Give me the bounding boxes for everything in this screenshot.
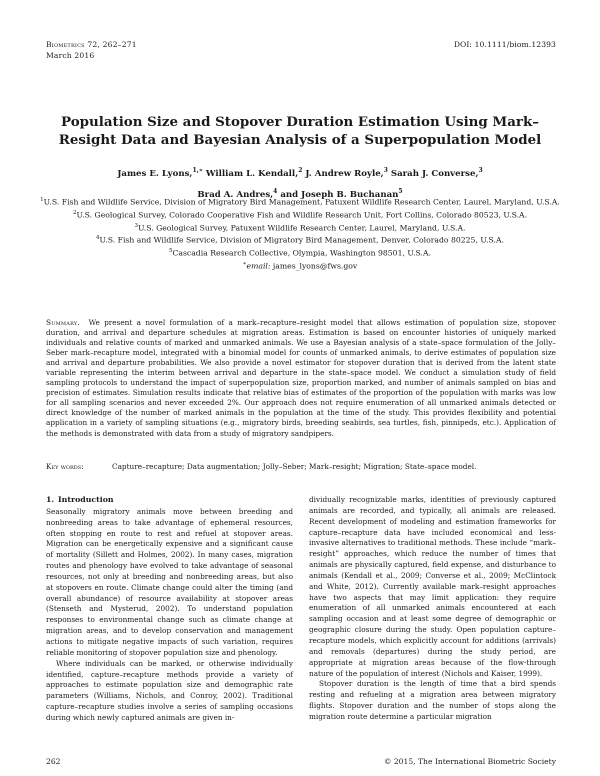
- paper-title: Population Size and Stopover Duration Estimation Using Mark–Resight Data and Bayesian Analysis of a Superpopulation Model: [58, 114, 542, 148]
- copyright: © 2015, The International Biometric Society: [383, 757, 556, 766]
- page-number: 262: [46, 757, 61, 766]
- affiliation-1: $^1$U.S. Fish and Wildlife Service, Division of Migratory Bird Management, Patuxent Wildlife Research Center, Laurel, Maryland, U.S.A.: [40, 197, 560, 207]
- author-6: Joseph B. Buchanan$^5$: [301, 187, 403, 200]
- author-5: Brad A. Andres,$^4$ and: [197, 187, 302, 200]
- affiliation-4: $^4$U.S. Fish and Wildlife Service, Division of Migratory Bird Management, Denver, Colorado 80225, U.S.A.: [96, 235, 504, 245]
- keywords: [46, 462, 556, 471]
- author-4: Sarah J. Converse,$^3$: [390, 167, 483, 179]
- keywords-label: Key words:: [46, 462, 84, 471]
- affiliation-3: $^3$U.S. Geological Survey, Patuxent Wildlife Research Center, Laurel, Maryland, U.S.A.: [134, 222, 466, 233]
- running-header-left: [46, 40, 137, 61]
- affiliations: [40, 195, 560, 272]
- author-1: James E. Lyons,$^{1,∗}$: [117, 167, 203, 179]
- abstract-text: We present a novel formulation of a mark–recapture–resight model that allows estimation of population size, stopover duration, and arrival and departure schedules at migration areas. Estimation is based on encounter histories of uniquely marked individuals and relative counts of marked and unmarked animals. We use a Bayesian analysis of a state–space formulation of the Jolly–Seber mark–recapture model, integrated with a binomial model for counts of unmarked animals, to derive estimates of population size and arrival and departure probabilities. We also provide a novel estimator for stopover duration that is derived from the latent state variable representing the interim between arrival and departure in the state–space model. We conduct a simulation study of field sampling protocols to understand the impact of superpopulation size, proportion marked, and number of animals sampled on bias and precision of estimates. Simulation results indicate that relative bias of estimates of the proportion of the population with marks was low for all sampling scenarios and never exceeded 2%. Our approach does not require enumeration of all unmarked animals detected or direct knowledge of the number of marked animals in the population at the time of the study. This provides flexibility and potential application in a variety of sampling situations (e.g., migratory birds, breeding seabirds, sea turtles, fish, pinnipeds, etc.). Application of the methods is demonstrated with data from a study of migratory sandpipers.: [46, 318, 556, 438]
- keywords-text: Capture–recapture; Data augmentation; Jolly–Seber; Mark–resight; Migration; State–space model.: [112, 462, 477, 471]
- intro-paragraph-2-continued: dividually recognizable marks, identities of previously captured animals are recorded, and typically, all animals are released. Recent development of modeling and estimation frameworks for capture–recapture data have included economical and less-invasive alternatives to traditional methods. These include “mark–resight” approaches, which reduce the number of times that animals are physically captured, field expense, and disturbance to animals (Kendall et al., 2009; Converse et al., 2009; McClintock and White, 2012). Currently available mark–resight approaches have two aspects that may limit application: they require enumeration of all unmarked animals encountered at each sampling occasion and at least some degree of demographic or geographic closure during the study. Open population capture–recapture models, which explicitly account for additions (arrivals) and removals (departures) during the study period, are appropriate at migration areas because of the flow-through nature of the population of interest (Nichols and Kaiser, 1999).: [309, 495, 556, 678]
- intro-paragraph-1: Seasonally migratory animals move between breeding and nonbreeding areas to take advantage of ephemeral resources, often stopping en route to rest and refuel at stopover areas. Migration can be energetically expensive and a significant cause of mortality (Sillett and Holmes, 2002). In many cases, migration routes and phenology have evolved to take advantage of seasonal resources, not only at breeding and nonbreeding areas, but also at stopovers en route. Climate change could alter the timing (and overall abundance) of resource availability at stopover areas (Stenseth and Mysterud, 2002). To understand population responses to environmental change such as climate change at migration areas, and to develop conservation and management actions to mitigate negative impacts of such variation, requires reliable monitoring of stopover population size and phenology.: [46, 506, 293, 657]
- section-heading-introduction: 1. Introduction: [46, 495, 114, 504]
- doi[interactable]: DOI: 10.1111/biom.12393: [453, 40, 556, 49]
- body-column-right: [309, 495, 556, 723]
- corresponding-email: ∗email: james_lyons@fws.gov: [242, 260, 358, 271]
- email-link[interactable]: james_lyons@fws.gov: [272, 261, 358, 271]
- intro-paragraph-2: Where individuals can be marked, or otherwise individually identified, capture–recapture methods provide a variety of approaches to estimate population size and demographic rate parameters (Williams, Nichols, and Conroy, 2002). Traditional capture–recapture studies involve a series of sampling occasions during which newly captured animals are given in-: [46, 658, 293, 722]
- affiliation-5: $^5$Cascadia Research Collective, Olympia, Washington 98501, U.S.A.: [169, 248, 431, 258]
- intro-paragraph-3: Stopover duration is the length of time that a bird spends resting and refueling at a migration area between migratory flights. Stopover duration and the number of stops along the migration route determine a particular migration: [309, 679, 556, 721]
- affiliation-2: $^2$U.S. Geological Survey, Colorado Cooperative Fish and Wildlife Research Unit, Fort Collins, Colorado 80523, U.S.A.: [72, 209, 528, 220]
- journal-citation: Biometrics 72, 262–271: [46, 40, 137, 49]
- author-2: William L. Kendall,$^2$: [205, 167, 303, 179]
- abstract: [46, 318, 556, 439]
- author-3: J. Andrew Royle,$^3$: [305, 167, 388, 179]
- abstract-label: Summary.: [46, 318, 80, 327]
- issue-date: March 2016: [46, 50, 95, 60]
- body-column-left: [46, 495, 293, 724]
